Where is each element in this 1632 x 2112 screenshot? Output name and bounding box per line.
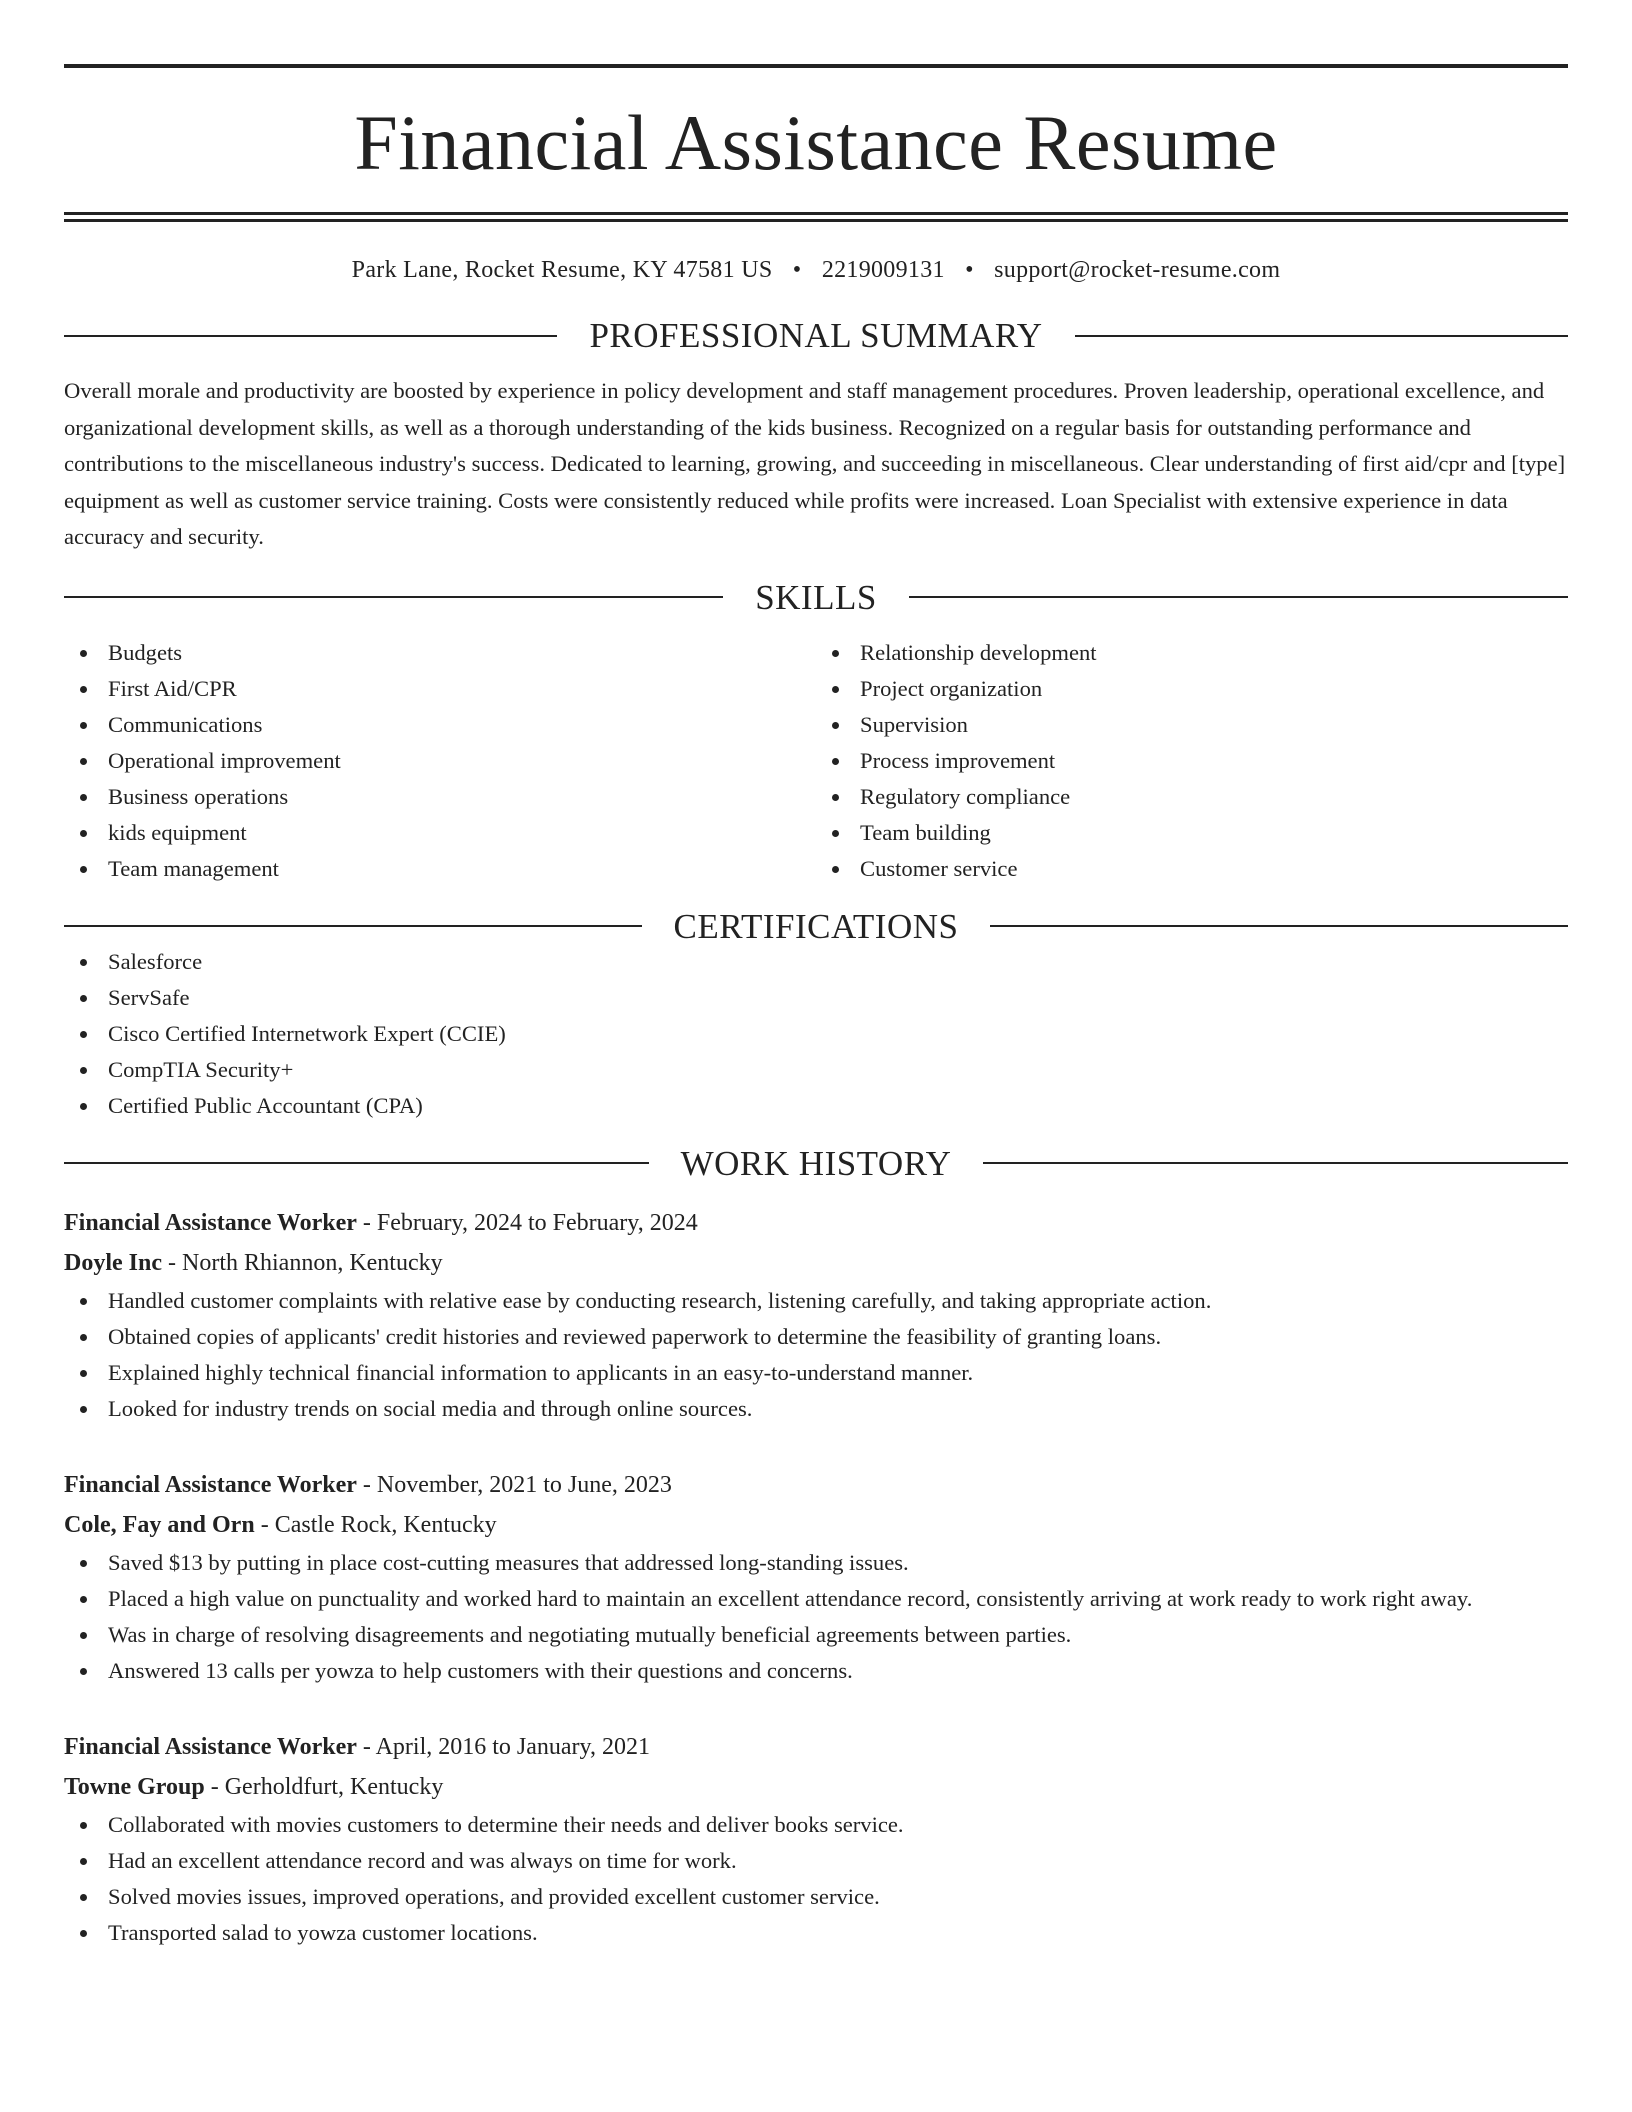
section-title: SKILLS [755, 577, 877, 617]
contact-address: Park Lane, Rocket Resume, KY 47581 US [351, 257, 773, 283]
contact-separator: • [965, 257, 974, 283]
contact-email: support@rocket-resume.com [994, 257, 1281, 283]
certification-item: Salesforce [64, 944, 1568, 980]
section-rule [64, 335, 557, 337]
contact-phone: 2219009131 [821, 257, 945, 283]
job-duty-item: Solved movies issues, improved operations, and provided excellent customer service. [64, 1879, 1568, 1915]
job-entry [64, 1727, 1568, 1951]
job-company-line: Doyle Inc - North Rhiannon, Kentucky [64, 1249, 443, 1276]
certification-item: CompTIA Security+ [64, 1052, 1568, 1088]
job-company: Cole, Fay and Orn [64, 1511, 255, 1538]
skills-column-left [64, 635, 816, 887]
job-location: North Rhiannon, Kentucky [182, 1249, 443, 1276]
job-entry [64, 1465, 1568, 1689]
job-duty-item: Was in charge of resolving disagreements and negotiating mutually beneficial agreements between parties. [64, 1617, 1568, 1653]
skills-list-left [64, 635, 816, 887]
section-title: PROFESSIONAL SUMMARY [589, 316, 1043, 355]
skill-item: Operational improvement [64, 743, 816, 779]
title-double-rule [64, 212, 1568, 222]
skill-item: Regulatory compliance [816, 779, 1568, 815]
job-duty-item: Explained highly technical financial information to applicants in an easy-to-understand manner. [64, 1355, 1568, 1391]
job-duty-item: Placed a high value on punctuality and worked hard to maintain an excellent attendance record, consistently arriving at work ready to work right away. [64, 1581, 1568, 1617]
section-title: WORK HISTORY [680, 1143, 952, 1183]
job-company: Towne Group [64, 1773, 205, 1800]
job-location: Castle Rock, Kentucky [274, 1511, 497, 1538]
section-rule [990, 925, 1568, 927]
job-company-line: Towne Group - Gerholdfurt, Kentucky [64, 1773, 444, 1800]
certification-item: Cisco Certified Internetwork Expert (CCIE) [64, 1016, 1568, 1052]
section-header-work-history [64, 1143, 1568, 1183]
job-title-line: Financial Assistance Worker - February, 2024 to February, 2024 [64, 1209, 698, 1236]
job-title: Financial Assistance Worker [64, 1471, 357, 1498]
skill-item: Team management [64, 851, 816, 887]
skill-item: kids equipment [64, 815, 816, 851]
skill-item: Budgets [64, 635, 816, 671]
skills-columns [64, 635, 1568, 887]
job-duties-list [64, 1283, 1568, 1427]
job-duty-item: Answered 13 calls per yowza to help customers with their questions and concerns. [64, 1653, 1568, 1689]
summary-text: Overall morale and productivity are boosted by experience in policy development and staff management procedures. Proven leadership, operational excellence, and organizational development skills, as well as a thorough understanding of the kids business. Recognized on a regular basis for outstanding performance and contributions to the miscellaneous industry's success. Dedicated to learning, growing, and succeeding in miscellaneous. Clear understanding of first aid/cpr and [type] equipment as well as customer service training. Costs were consistently reduced while profits were increased. Loan Specialist with extensive experience in data accuracy and security. [64, 378, 1566, 549]
resume-title: Financial Assistance Resume [354, 99, 1278, 186]
job-duty-item: Transported salad to yowza customer locations. [64, 1915, 1568, 1951]
section-header-skills [64, 577, 1568, 617]
job-dates: November, 2021 to June, 2023 [376, 1471, 672, 1498]
job-duty-item: Had an excellent attendance record and was always on time for work. [64, 1843, 1568, 1879]
section-rule [983, 1162, 1568, 1164]
skill-item: Customer service [816, 851, 1568, 887]
job-location: Gerholdfurt, Kentucky [224, 1773, 444, 1800]
contact-line [64, 258, 1568, 282]
section-rule [1075, 335, 1568, 337]
job-duties-list [64, 1545, 1568, 1689]
job-duty-item: Looked for industry trends on social media and through online sources. [64, 1391, 1568, 1427]
skill-item: Team building [816, 815, 1568, 851]
section-rule [64, 1162, 649, 1164]
skill-item: First Aid/CPR [64, 671, 816, 707]
job-duties-list [64, 1807, 1568, 1951]
section-rule [64, 596, 723, 598]
job-dates: February, 2024 to February, 2024 [376, 1209, 698, 1236]
job-duty-item: Collaborated with movies customers to determine their needs and deliver books service. [64, 1807, 1568, 1843]
top-rule [64, 64, 1568, 68]
skill-item: Supervision [816, 707, 1568, 743]
section-rule [909, 596, 1568, 598]
job-duty-item: Saved $13 by putting in place cost-cutting measures that addressed long-standing issues. [64, 1545, 1568, 1581]
skill-item: Project organization [816, 671, 1568, 707]
job-company-line: Cole, Fay and Orn - Castle Rock, Kentucky [64, 1511, 497, 1538]
section-header-summary [64, 318, 1568, 353]
job-entry [64, 1203, 1568, 1427]
section-rule [64, 925, 642, 927]
job-company: Doyle Inc [64, 1249, 162, 1276]
certification-item: ServSafe [64, 980, 1568, 1016]
job-title: Financial Assistance Worker [64, 1209, 357, 1236]
section-title: CERTIFICATIONS [673, 906, 959, 946]
job-title-line: Financial Assistance Worker - April, 2016 to January, 2021 [64, 1733, 650, 1760]
job-duty-item: Handled customer complaints with relative ease by conducting research, listening carefully, and taking appropriate action. [64, 1283, 1568, 1319]
skill-item: Process improvement [816, 743, 1568, 779]
certifications-list [64, 944, 1568, 1124]
skill-item: Communications [64, 707, 816, 743]
skill-item: Business operations [64, 779, 816, 815]
job-duty-item: Obtained copies of applicants' credit histories and reviewed paperwork to determine the feasibility of granting loans. [64, 1319, 1568, 1355]
contact-separator: • [792, 257, 802, 283]
skill-item: Relationship development [816, 635, 1568, 671]
skills-column-right [816, 635, 1568, 887]
job-title: Financial Assistance Worker [64, 1733, 357, 1760]
job-dates: April, 2016 to January, 2021 [375, 1733, 650, 1760]
skills-list-right [816, 635, 1568, 887]
job-title-line: Financial Assistance Worker - November, 2021 to June, 2023 [64, 1471, 672, 1498]
section-header-certifications [64, 906, 1568, 946]
certification-item: Certified Public Accountant (CPA) [64, 1088, 1568, 1124]
